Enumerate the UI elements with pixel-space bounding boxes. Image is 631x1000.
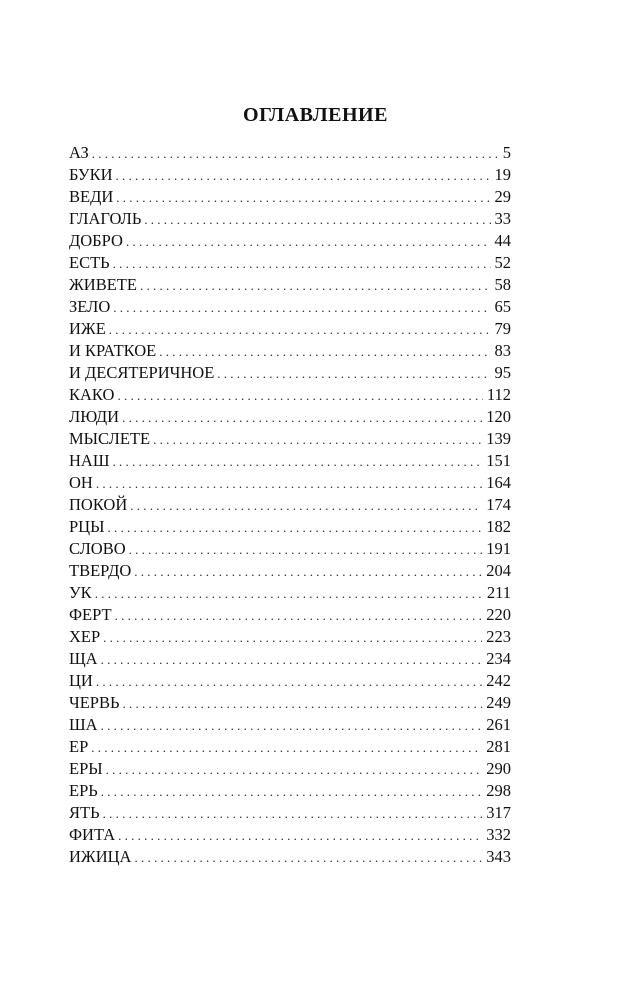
toc-entry xyxy=(69,846,511,868)
toc-entry-title: ЦИ xyxy=(69,671,93,690)
toc-entry-page-number: 317 xyxy=(486,803,511,822)
toc-entry-title: ФИТА xyxy=(69,825,116,844)
toc-entry xyxy=(69,274,511,296)
toc-entry-page-number: 332 xyxy=(486,825,511,844)
dot-leader xyxy=(96,671,482,693)
toc-entry-page-number: 65 xyxy=(494,297,511,316)
toc-entry-title: ЛЮДИ xyxy=(69,407,120,426)
toc-entry xyxy=(69,802,511,824)
toc-entry-page-number: 343 xyxy=(486,847,511,866)
toc-entry-page-number: 29 xyxy=(494,187,511,206)
toc-entry-title: ИЖИЦА xyxy=(69,847,132,866)
dot-leader xyxy=(153,429,482,451)
toc-entry-title: ОН xyxy=(69,473,93,492)
toc-entry-title: ЕРЫ xyxy=(69,759,103,778)
toc-entry-page-number: 151 xyxy=(486,451,511,470)
dot-leader xyxy=(92,143,499,165)
dot-leader xyxy=(116,187,490,209)
toc-entry-page-number: 174 xyxy=(486,495,511,514)
dot-leader xyxy=(112,451,482,473)
toc-entry-page-number: 261 xyxy=(486,715,511,734)
toc-entry xyxy=(69,560,511,582)
dot-leader xyxy=(103,627,482,649)
toc-entry-page-number: 234 xyxy=(486,649,511,668)
toc-entry-page-number: 249 xyxy=(486,693,511,712)
toc-entry xyxy=(69,758,511,780)
dot-leader xyxy=(140,275,491,297)
toc-entry-page-number: 52 xyxy=(494,253,511,272)
dot-leader xyxy=(144,209,490,231)
dot-leader xyxy=(122,693,482,715)
toc-entry-page-number: 139 xyxy=(486,429,511,448)
toc-entry-title: ВЕДИ xyxy=(69,187,114,206)
toc-entry xyxy=(69,406,511,428)
toc-entry-title: И ДЕСЯТЕРИЧНОЕ xyxy=(69,363,215,382)
toc-entry-title: ФЕРТ xyxy=(69,605,112,624)
toc-entry xyxy=(69,252,511,274)
toc-entry-title: ДОБРО xyxy=(69,231,123,250)
toc-entry xyxy=(69,604,511,626)
toc-entry-page-number: 281 xyxy=(486,737,511,756)
dot-leader xyxy=(126,231,491,253)
dot-leader xyxy=(122,407,482,429)
dot-leader xyxy=(107,517,482,539)
toc-entry-title: ЯТЬ xyxy=(69,803,100,822)
toc-entry-title: ЖИВЕТЕ xyxy=(69,275,137,294)
dot-leader xyxy=(96,473,482,495)
table-of-contents xyxy=(69,142,511,868)
dot-leader xyxy=(109,319,491,341)
toc-entry-page-number: 120 xyxy=(486,407,511,426)
toc-entry xyxy=(69,692,511,714)
dot-leader xyxy=(116,165,491,187)
toc-entry-title: ЧЕРВЬ xyxy=(69,693,120,712)
toc-entry-title: БУКИ xyxy=(69,165,113,184)
toc-entry-title: КАКО xyxy=(69,385,115,404)
toc-entry xyxy=(69,736,511,758)
toc-entry xyxy=(69,164,511,186)
toc-entry-title: ЕРЬ xyxy=(69,781,98,800)
toc-entry-title: УК xyxy=(69,583,92,602)
toc-entry xyxy=(69,428,511,450)
dot-leader xyxy=(217,363,490,385)
dot-leader xyxy=(130,495,482,517)
toc-entry xyxy=(69,648,511,670)
toc-entry-page-number: 44 xyxy=(494,231,511,250)
toc-entry-title: НАШ xyxy=(69,451,110,470)
toc-entry-page-number: 204 xyxy=(486,561,511,580)
toc-entry xyxy=(69,362,511,384)
toc-entry-title: МЫСЛЕТЕ xyxy=(69,429,151,448)
toc-entry xyxy=(69,516,511,538)
dot-leader xyxy=(159,341,490,363)
toc-entry-page-number: 83 xyxy=(494,341,511,360)
toc-entry-page-number: 79 xyxy=(494,319,511,338)
toc-entry xyxy=(69,780,511,802)
toc-entry-title: ИЖЕ xyxy=(69,319,106,338)
toc-entry-page-number: 95 xyxy=(494,363,511,382)
toc-entry-page-number: 182 xyxy=(486,517,511,536)
dot-leader xyxy=(117,385,482,407)
toc-entry xyxy=(69,318,511,340)
toc-entry xyxy=(69,538,511,560)
toc-entry xyxy=(69,384,511,406)
dot-leader xyxy=(134,847,482,869)
toc-entry-page-number: 298 xyxy=(486,781,511,800)
toc-entry-page-number: 242 xyxy=(486,671,511,690)
dot-leader xyxy=(106,759,483,781)
toc-entry xyxy=(69,824,511,846)
toc-entry-title: ТВЕРДО xyxy=(69,561,132,580)
toc-entry-page-number: 211 xyxy=(486,583,511,602)
dot-leader xyxy=(134,561,482,583)
toc-entry-title: ЕР xyxy=(69,737,89,756)
dot-leader xyxy=(103,803,483,825)
toc-entry-title: ША xyxy=(69,715,98,734)
toc-entry-title: ЗЕЛО xyxy=(69,297,111,316)
toc-entry-page-number: 223 xyxy=(486,627,511,646)
toc-entry-title: ЕСТЬ xyxy=(69,253,110,272)
dot-leader xyxy=(129,539,483,561)
toc-entry-title: РЦЫ xyxy=(69,517,105,536)
toc-entry xyxy=(69,230,511,252)
toc-entry-title: СЛОВО xyxy=(69,539,126,558)
toc-entry-page-number: 290 xyxy=(486,759,511,778)
toc-entry-title: ГЛАГОЛЬ xyxy=(69,209,142,228)
page-title: ОГЛАВЛЕНИЕ xyxy=(243,104,388,126)
toc-entry-title: ЩА xyxy=(69,649,98,668)
toc-entry-title: ХЕР xyxy=(69,627,101,646)
toc-entry-title: АЗ xyxy=(69,143,89,162)
toc-entry xyxy=(69,494,511,516)
dot-leader xyxy=(95,583,483,605)
toc-entry xyxy=(69,340,511,362)
toc-entry-page-number: 19 xyxy=(494,165,511,184)
dot-leader xyxy=(101,649,483,671)
toc-entry-page-number: 5 xyxy=(502,143,511,162)
toc-entry-page-number: 220 xyxy=(486,605,511,624)
dot-leader xyxy=(113,253,491,275)
toc-entry xyxy=(69,714,511,736)
toc-entry xyxy=(69,296,511,318)
dot-leader xyxy=(91,737,482,759)
toc-entry-title: ПОКОЙ xyxy=(69,495,128,514)
toc-entry xyxy=(69,626,511,648)
toc-entry xyxy=(69,186,511,208)
toc-entry-page-number: 191 xyxy=(486,539,511,558)
toc-entry xyxy=(69,670,511,692)
dot-leader xyxy=(101,781,483,803)
toc-entry xyxy=(69,472,511,494)
dot-leader xyxy=(101,715,483,737)
toc-entry-page-number: 112 xyxy=(486,385,511,404)
toc-entry-title: И КРАТКОЕ xyxy=(69,341,157,360)
toc-entry-page-number: 33 xyxy=(494,209,511,228)
toc-entry xyxy=(69,450,511,472)
dot-leader xyxy=(113,297,490,319)
toc-entry xyxy=(69,582,511,604)
toc-entry xyxy=(69,208,511,230)
toc-entry-page-number: 58 xyxy=(494,275,511,294)
dot-leader xyxy=(118,825,482,847)
toc-entry-page-number: 164 xyxy=(486,473,511,492)
toc-entry xyxy=(69,142,511,164)
dot-leader xyxy=(115,605,483,627)
